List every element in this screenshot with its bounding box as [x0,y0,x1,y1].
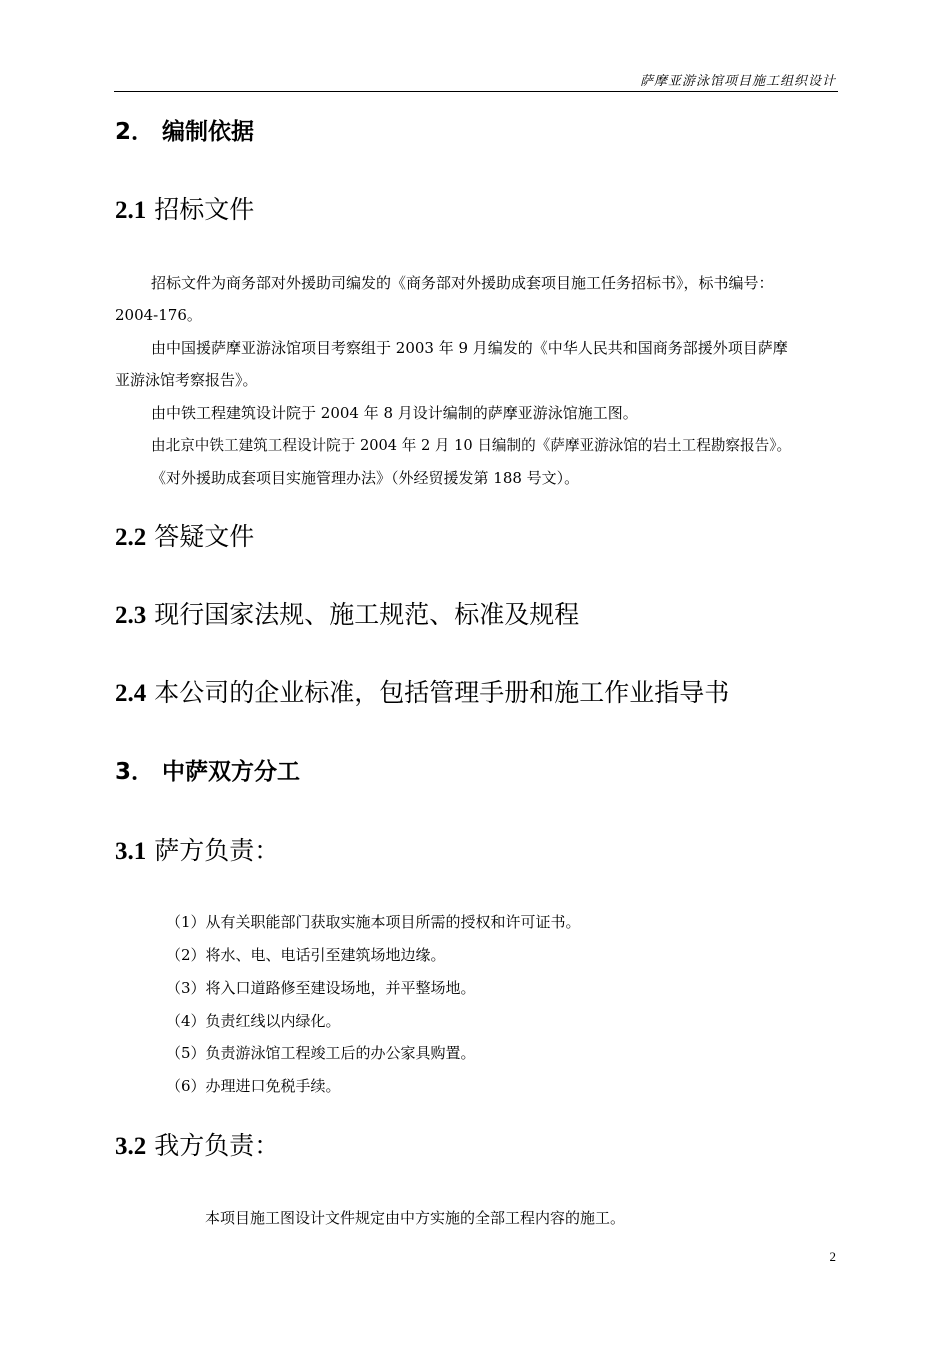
heading-title: 中萨双方分工 [162,759,301,785]
list-item: （6）办理进口免税手续。 [166,1077,341,1095]
heading-2 [115,117,254,147]
heading-2-2 [115,522,254,553]
heading-number: 2.1 [115,197,147,224]
header-divider [114,91,838,92]
paragraph: 《对外援助成套项目实施管理办法》（外经贸援发第 188 号文）。 [151,469,580,487]
paragraph: 由北京中铁工建筑工程设计院于 2004 年 2 月 10 日编制的《萨摩亚游泳馆的岩土工程勘察报告》。 [151,437,792,454]
paragraph: 由中铁工程建筑设计院于 2004 年 8 月设计编制的萨摩亚游泳馆施工图。 [151,404,638,422]
heading-2-4 [115,678,729,709]
heading-3-1 [115,836,279,867]
heading-title: 招标文件 [154,195,255,224]
heading-number: 2.2 [115,524,147,551]
heading-number: 2.3 [115,602,147,629]
heading-3 [115,757,300,787]
heading-number: 3． [115,759,155,785]
heading-title: 现行国家法规、施工规范、标准及规程 [154,600,580,629]
paragraph: 由中国援萨摩亚游泳馆项目考察组于 2003 年 9 月编发的《中华人民共和国商务部援外项目萨摩 [151,339,788,357]
page-number: 2 [829,1249,836,1264]
heading-3-2 [115,1131,279,1162]
heading-2-1 [115,195,254,226]
heading-2-3 [115,600,579,631]
heading-number: 3.2 [115,1133,147,1160]
list-item: （1）从有关职能部门获取实施本项目所需的授权和许可证书。 [166,913,581,931]
list-item: （4）负责红线以内绿化。 [166,1012,341,1030]
heading-title: 本公司的企业标准，包括管理手册和施工作业指导书 [154,678,730,707]
heading-number: 2． [115,119,155,145]
paragraph: 本项目施工图设计文件规定由中方实施的全部工程内容的施工。 [205,1209,626,1227]
paragraph: 招标文件为商务部对外援助司编发的《商务部对外援助成套项目施工任务招标书》，标书编号： [151,274,774,292]
heading-title: 答疑文件 [154,522,255,551]
paragraph: 亚游泳馆考察报告》。 [115,371,258,389]
header-title: 萨摩亚游泳馆项目施工组织设计 [639,74,836,89]
heading-number: 3.1 [115,838,147,865]
heading-title: 编制依据 [162,119,255,145]
paragraph: 2004-176。 [115,306,202,324]
heading-title: 萨方负责： [154,836,280,865]
list-item: （5）负责游泳馆工程竣工后的办公家具购置。 [166,1044,476,1062]
heading-number: 2.4 [115,680,147,707]
heading-title: 我方负责： [154,1131,280,1160]
list-item: （2）将水、电、电话引至建筑场地边缘。 [166,946,446,964]
list-item: （3）将入口道路修至建设场地，并平整场地。 [166,979,476,997]
